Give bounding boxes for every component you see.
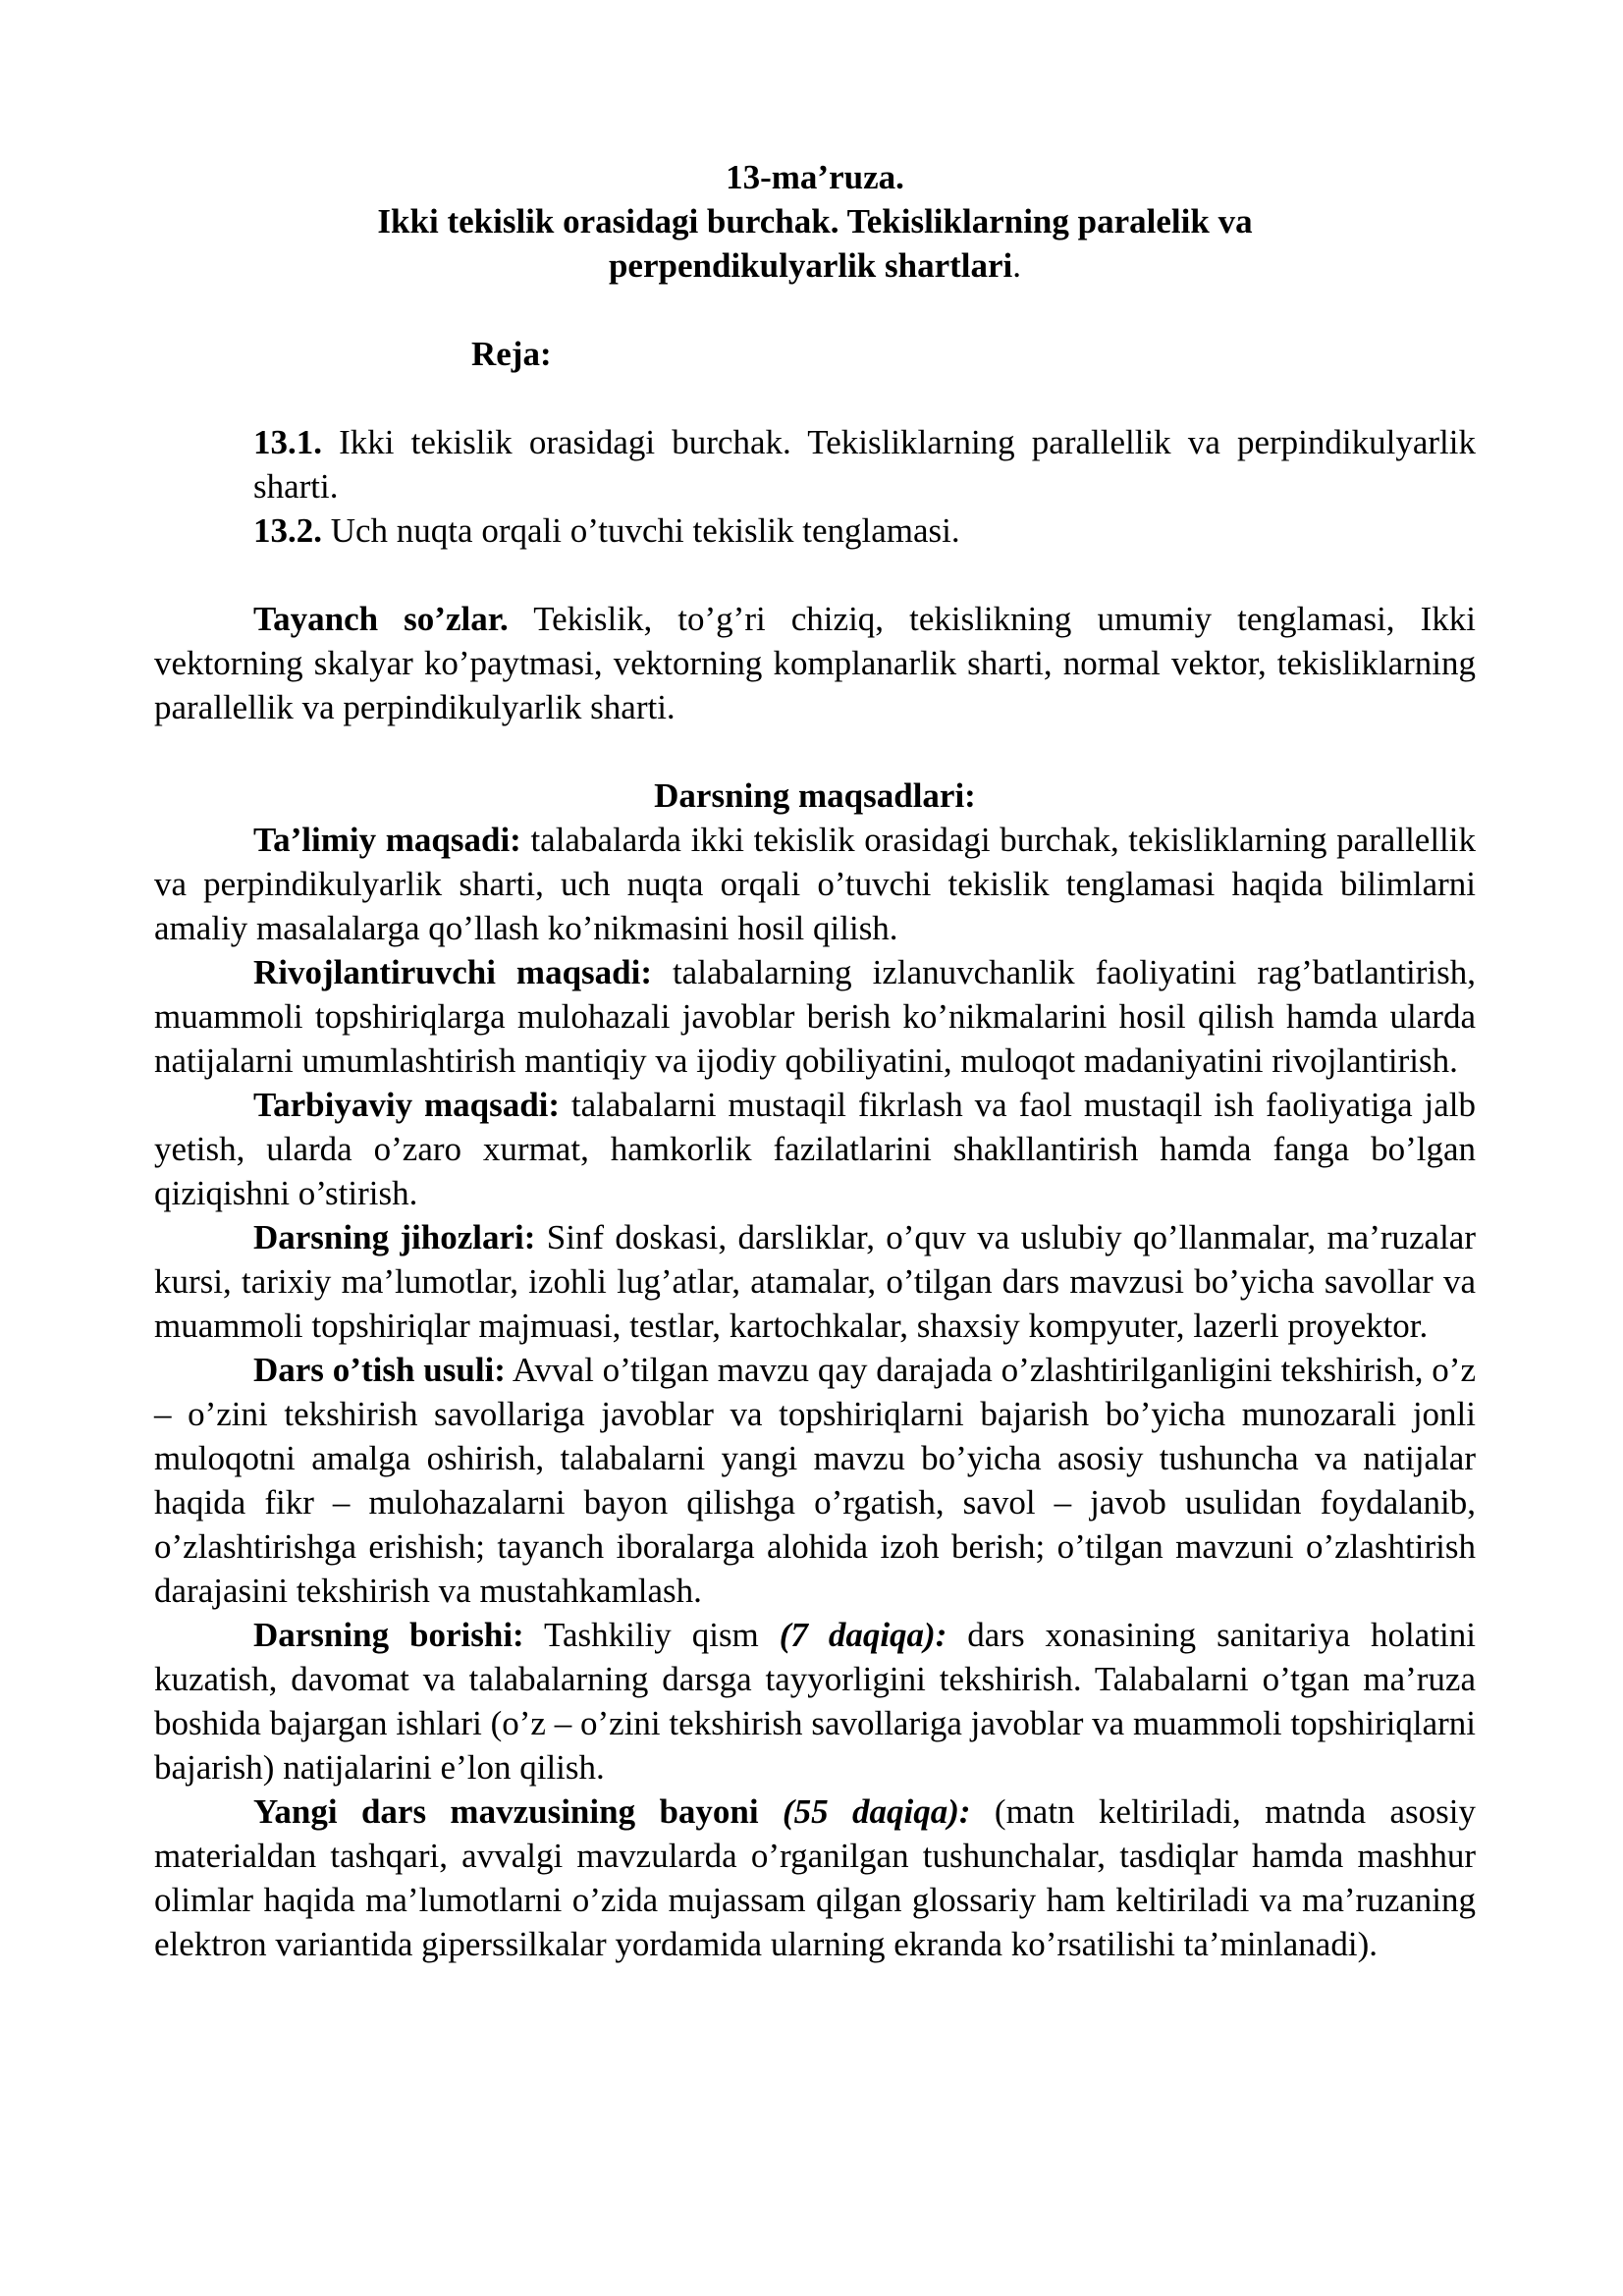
method-label: Dars o’tish usuli: (253, 1351, 506, 1389)
progress-text-b: dars xonasining sanitariya holatini kuzatish, davomat va talabalarning darsga tayyorligini tekshirish. Talabalarni o’tgan ma’ruza boshida bajargan ishlari (o’z – o’zini tekshirish savollariga javoblar va muammoli topshiriqlarni bajarish) natijalarini e’lon qilish. (154, 1616, 1476, 1787)
developmental-goal-text: talabalarning izlanuvchanlik faoliyatini rag’batlantirish, muammoli topshiriqlarga mulohazali javoblar berish ko’nikmalarini hosil qilish hamda ularda natijalarni umumlashtirish mantiqiy va ijodiy qobiliyatini, muloqot madaniyatini rivojlantirish. (154, 953, 1476, 1080)
document-page (154, 155, 1476, 1966)
plan-heading: Reja: (471, 335, 552, 373)
equipment-label: Darsning jihozlari: (253, 1218, 536, 1256)
plan-item-text: Ikki tekislik orasidagi burchak. Tekisliklarning parallellik va perpindikulyarlik sharti. (253, 423, 1476, 506)
educational-goal-label: Ta’limiy maqsadi: (253, 821, 521, 859)
upbringing-goal-text: talabalarni mustaqil fikrlash va faol mustaqil ish faoliyatiga jalb yetish, ularda o’zaro xurmat, hamkorlik fazilatlarini shakllantirish hamda fanga bo’lgan qiziqishni o’stirish. (154, 1086, 1477, 1212)
upbringing-goal-paragraph (154, 1083, 1476, 1215)
upbringing-goal-label: Tarbiyaviy maqsadi: (253, 1086, 561, 1124)
title-period: . (1012, 246, 1022, 285)
goals-heading: Darsning maqsadlari: (654, 776, 976, 815)
title-line-2-text: perpendikulyarlik shartlari (608, 246, 1013, 285)
developmental-goal-paragraph (154, 950, 1476, 1083)
new-topic-paragraph (154, 1789, 1476, 1966)
method-text: Avval o’tilgan mavzu qay darajada o’zlashtirilganligini tekshirish, o’z – o’zini tekshirish savollariga javoblar va topshiriqlarni bajarish bo’yicha munozarali jonli muloqotni amalga oshirish, talabalarni yangi mavzu bo’yicha asosiy tushuncha va natijalar haqida fikr – mulohazalarni bayon qilishga o’rgatish, savol – javob usulidan foydalanib, o’zlashtirishga erishish; tayanch iboralarga alohida izoh berish; o’tilgan mavzuni o’zlashtirish darajasini tekshirish va mustahkamlash. (154, 1351, 1476, 1610)
plan-item (253, 508, 1476, 553)
progress-text-a: Tashkiliy qism (523, 1616, 780, 1654)
equipment-text: Sinf doskasi, darsliklar, o’quv va uslubiy qo’llanmalar, ma’ruzalar kursi, tarixiy ma’lumotlar, izohli lug’atlar, atamalar, o’tilgan dars mavzusi bo’yicha savollar va muammoli topshiriqlar majmuasi, testlar, kartochkalar, shaxsiy kompyuter, lazerli proyektor. (154, 1218, 1476, 1345)
title-line-2 (154, 243, 1476, 288)
new-topic-label: Yangi dars mavzusining bayoni (253, 1792, 759, 1831)
equipment-paragraph (154, 1215, 1476, 1348)
new-topic-time: (55 daqiqa): (783, 1792, 971, 1831)
plan-item-number: 13.1. (253, 423, 322, 461)
plan-item (253, 420, 1476, 508)
developmental-goal-label: Rivojlantiruvchi maqsadi: (253, 953, 652, 991)
title-line-1: Ikki tekislik orasidagi burchak. Tekisliklarning paralelik va (377, 202, 1253, 240)
progress-time: (7 daqiqa): (779, 1616, 947, 1654)
new-topic-text: (matn keltiriladi, matnda asosiy materialdan tashqari, avvalgi mavzularda o’rganilgan tushunchalar, tasdiqlar hamda mashhur olimlar haqida ma’lumotlarni o’zida mujassam qilgan glossariy ham keltiriladi va ma’ruzaning elektron variantida giperssilkalar yordamida ularning ekranda ko’rsatilishi ta’minlanadi). (154, 1792, 1476, 1963)
method-paragraph (154, 1348, 1476, 1613)
keywords-label: Tayanch so’zlar. (253, 600, 509, 638)
educational-goal-paragraph (154, 818, 1476, 950)
title-block (154, 155, 1476, 288)
progress-label: Darsning borishi: (253, 1616, 524, 1654)
plan-item-number: 13.2. (253, 511, 322, 550)
plan-item-text: Uch nuqta orqali o’tuvchi tekislik tenglamasi. (322, 511, 960, 550)
progress-paragraph (154, 1613, 1476, 1789)
keywords-text: Tekislik, to’g’ri chiziq, tekislikning umumiy tenglamasi, Ikki vektorning skalyar ko’paytmasi, vektorning komplanarlik sharti, normal vektor, tekisliklarning parallellik va perpindikulyarlik sharti. (154, 600, 1476, 726)
lecture-number: 13-ma’ruza. (726, 158, 904, 196)
plan-list (154, 420, 1476, 553)
keywords-paragraph (154, 597, 1476, 729)
educational-goal-text: talabalarda ikki tekislik orasidagi burchak, tekisliklarning parallellik va perpindikulyarlik sharti, uch nuqta orqali o’tuvchi tekislik tenglamasi haqida bilimlarni amaliy masalalarga qo’llash ko’nikmasini hosil qilish. (154, 821, 1477, 947)
